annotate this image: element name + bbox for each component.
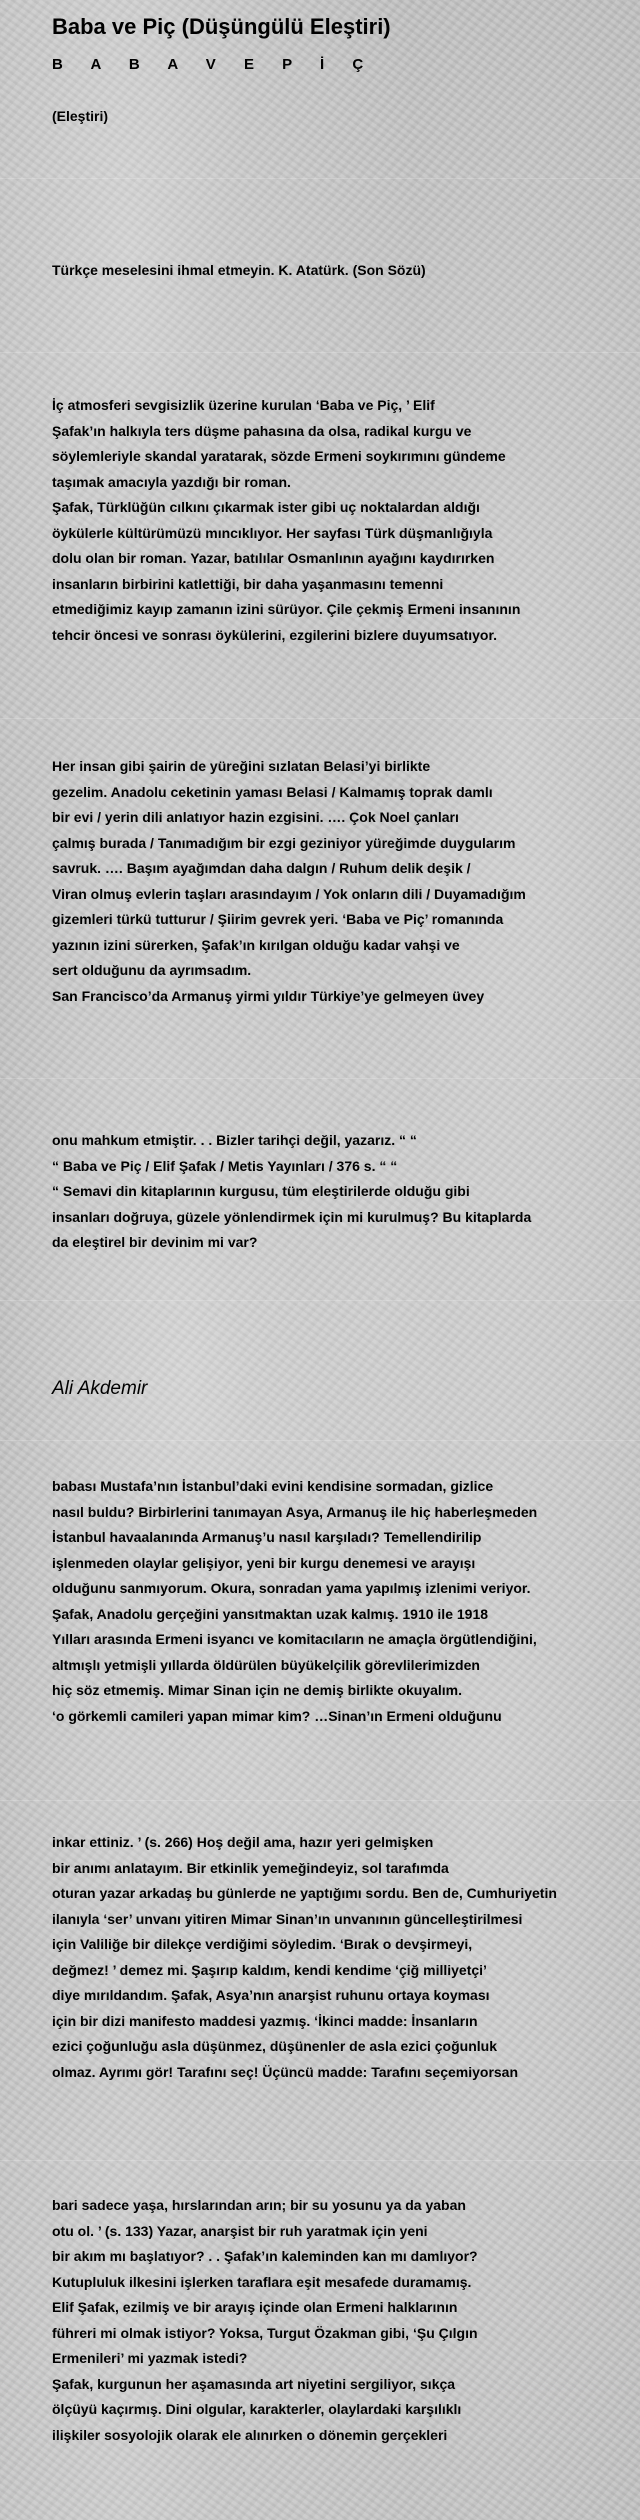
text-line: Şafak’ın halkıyla ters düşme pahasına da olsa, radikal kurgu ve [52,422,472,439]
text-line: öykülerle kültürümüzü mıncıklıyor. Her sayfası Türk düşmanlığıyla [52,524,493,541]
text-line: dolu olan bir roman. Yazar, batılılar Osmanlının ayağını kaydırırken [52,550,495,566]
page-title: Baba ve Piç (Düşüngülü Eleştiri) [52,14,391,39]
text-line: İç atmosferi sevgisizlik üzerine kurulan ‘Baba ve Piç, ’ Elif [52,397,435,413]
text-line: işlenmeden olaylar gelişiyor, yeni bir kurgu denemesi ve arayışı [52,1554,476,1571]
section-divider [0,2160,640,2161]
text-line: Şafak, Türklüğün cılkını çıkarmak ister gibi uç noktalardan aldığı [52,499,480,515]
section-divider [0,352,640,353]
text-line: ‘o görkemli camileri yapan mimar kim? …Sinan’ın Ermeni olduğunu [52,1707,502,1724]
section-divider [0,1440,640,1441]
text-line: “ Semavi din kitaplarının kurgusu, tüm eleştirilerde olduğu gibi [52,1183,470,1199]
text-line: Şafak, Anadolu gerçeğini yansıtmaktan uzak kalmış. 1910 ile 1918 [52,1605,489,1622]
paragraph-5 [52,1830,640,2085]
paragraph-2 [52,754,640,1009]
page-subtitle: B A B A V E P İ Ç [52,56,376,73]
section-divider [0,718,640,719]
text-line: için bir dizi manifesto maddesi yazmış. ‘İkinci madde: İnsanların [52,2012,478,2029]
text-line: sert olduğunu da ayrımsadım. [52,962,252,978]
text-line: taşımak amacıyla yazdığı bir roman. [52,473,291,490]
text-line: bari sadece yaşa, hırslarından arın; bir su yosunu ya da yaban [52,2197,466,2213]
text-line: ezici çoğunluğu asla düşünmez, düşünenler de asla ezici çoğunluk [52,2038,497,2054]
text-line: otu ol. ’ (s. 133) Yazar, anarşist bir ruh yaratmak için yeni [52,2222,428,2239]
text-line: gizemleri türkü tutturur / Şiirim gevrek yeri. ‘Baba ve Piç’ romanında [52,911,504,927]
text-line: etmediğimiz kayıp zamanın izini sürüyor. Çile çekmiş Ermeni insanının [52,601,521,617]
text-line: Viran olmuş evlerin taşları arasındayım / Yok onların dili / Duyamadığım [52,885,526,902]
text-line: führeri mi olmak istiyor? Yoksa, Turgut Özakman gibi, ‘Şu Çılgın [52,2324,478,2341]
text-line: “ Baba ve Piç / Elif Şafak / Metis Yayınları / 376 s. “ “ [52,1157,398,1174]
text-line: ölçüyü kaçırmış. Dini olgular, karakterler, olaylardaki karşılıklı [52,2401,462,2417]
paragraph-6 [52,2193,640,2448]
text-line: söylemleriyle skandal yaratarak, sözde Ermeni soykırımını gündeme [52,448,506,464]
text-line: İstanbul havaalanında Armanuş’u nasıl karşıladı? Temellendirilip [52,1529,482,1545]
text-line: gezelim. Anadolu ceketinin yaması Belasi / Kalmamış toprak damlı [52,783,493,800]
text-line: bir akım mı başlatıyor? . . Şafak’ın kaleminden kan mı damlıyor? [52,2248,478,2264]
text-line: babası Mustafa’nın İstanbul’daki evini kendisine sormadan, gizlice [52,1478,494,1494]
section-divider [0,1800,640,1801]
text-line: altmışlı yetmişli yıllarda öldürülen büyükelçilik görevlilerimizden [52,1656,480,1673]
text-line: değmez! ’ demez mi. Şaşırıp kaldım, kendi kendime ‘çiğ milliyetçi’ [52,1961,487,1978]
text-line: olduğunu sanmıyorum. Okura, sonradan yama yapılmış izlenimi veriyor. [52,1580,531,1596]
text-line: Kutupluluk ilkesini işlerken taraflara eşit mesafede duramamış. [52,2273,472,2290]
text-line: diye mırıldandım. Şafak, Asya’nın anarşist ruhunu ortaya koyması [52,1987,490,2003]
text-line: insanları doğruya, güzele yönlendirmek için mi kurulmuş? Bu kitaplarda [52,1208,532,1225]
section-divider [0,1300,640,1301]
section-divider [0,1078,640,1079]
text-line: San Francisco’da Armanuş yirmi yıldır Türkiye’ye gelmeyen üvey [52,987,485,1004]
text-line: da eleştirel bir devinim mi var? [52,1234,258,1250]
text-line: ilanıyla ‘ser’ unvanı yitiren Mimar Sinan’ın unvanının güncelleştirilmesi [52,1910,523,1927]
text-line: yazının izini sürerken, Şafak’ın kırılgan olduğu kadar vahşi ve [52,936,460,953]
text-line: inkar ettiniz. ’ (s. 266) Hoş değil ama, hazır yeri gelmişken [52,1834,434,1850]
text-line: ilişkiler sosyolojik olarak ele alınırken o dönemin gerçekleri [52,2426,448,2443]
text-line: tehcir öncesi ve sonrası öykülerini, ezgilerini bizlere duyumsatıyor. [52,626,498,643]
epigraph: Türkçe meselesini ihmal etmeyin. K. Atatürk. (Son Sözü) [52,262,426,278]
section-divider [0,178,640,179]
text-line: bir anımı anlatayım. Bir etkinlik yemeğindeyiz, sol tarafımda [52,1859,449,1876]
text-line: oturan yazar arkadaş bu günlerde ne yaptığımı sordu. Ben de, Cumhuriyetin [52,1885,557,1901]
text-line: için Valiliğe bir dilekçe verdiğimi söyledim. ‘Bırak o devşirmeyi, [52,1936,473,1952]
genre-label: (Eleştiri) [52,108,109,124]
text-line: Şafak, kurgunun her aşamasında art niyetini sergiliyor, sıkça [52,2375,456,2392]
paragraph-1 [52,393,640,648]
text-line: onu mahkum etmiştir. . . Bizler tarihçi değil, yazarız. “ “ [52,1132,417,1148]
text-line: nasıl buldu? Birbirlerini tanımayan Asya, Armanuş ile hiç haberleşmeden [52,1503,538,1520]
text-line: çalmış burada / Tanımadığım bir ezgi geziniyor yüreğimde duygularım [52,834,516,851]
text-line: insanların birbirini katlettiği, bir daha yaşanmasını temenni [52,575,444,592]
author-name: Ali Akdemir [52,1378,148,1399]
paragraph-3 [52,1128,640,1256]
text-line: Elif Şafak, ezilmiş ve bir arayış içinde olan Ermeni halklarının [52,2299,458,2315]
paragraph-4 [52,1474,640,1729]
text-line: Yılları arasında Ermeni isyancı ve komitacıların ne amaçla örgütlendiğini, [52,1631,537,1647]
text-line: Ermenileri’ mi yazmak istedi? [52,2350,248,2366]
text-line: Her insan gibi şairin de yüreğini sızlatan Belasi’yi birlikte [52,758,431,774]
text-line: hiç söz etmemiş. Mimar Sinan için ne demiş birlikte okuyalım. [52,1682,463,1698]
text-line: olmaz. Ayrımı gör! Tarafını seç! Üçüncü madde: Tarafını seçemiyorsan [52,2063,519,2080]
text-line: savruk. …. Başım ayağımdan daha dalgın / Ruhum delik deşik / [52,860,471,876]
text-line: bir evi / yerin dili anlatıyor hazin ezgisini. …. Çok Noel çanları [52,809,459,825]
